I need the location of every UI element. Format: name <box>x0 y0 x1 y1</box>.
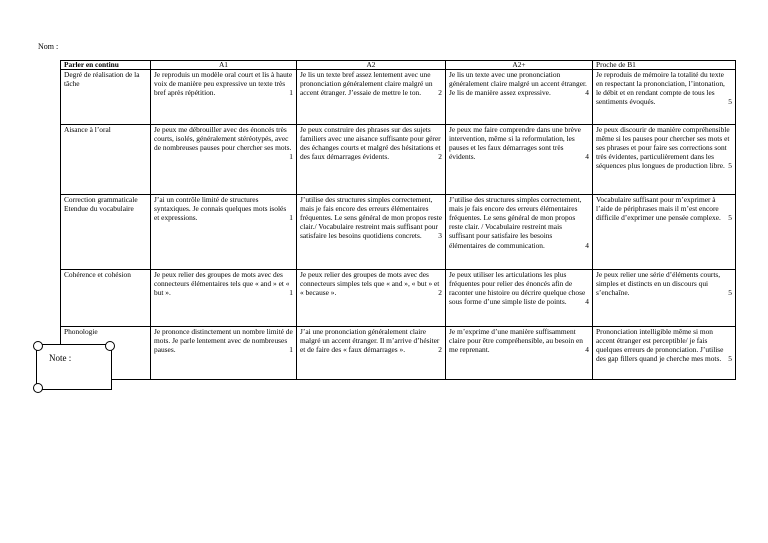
criterion-label: Aisance à l’oral <box>61 125 151 195</box>
descriptor-text: Je peux me débrouiller avec des énoncés très courts, isolés, généralement stéréotypés, avec de nombreuses pauses pour chercher ses mots. <box>154 125 292 153</box>
descriptor-text: Je prononce distinctement un nombre limité de mots. Je parle lentement avec de nombreuses pauses. <box>154 327 293 355</box>
descriptor-text: J’utilise des structures simples correctement, mais je fais encore des erreurs élémentaires fréquentes. Le sens général de mon propos reste clair. / Vocabulaire restreint mais suffisant pour satisfaire les besoins élémentaires de communication. <box>449 195 582 250</box>
scroll-curl-icon <box>105 341 115 351</box>
descriptor-cell <box>593 195 736 270</box>
descriptor-text: Je peux relier des groupes de mots avec des connecteurs élémentaires tels que « and » et « but ». <box>154 270 290 298</box>
criterion-label: Phonologie <box>61 327 151 380</box>
score-value: 5 <box>728 288 732 298</box>
descriptor-cell <box>151 327 297 380</box>
descriptor-text: Je lis un texte bref assez lentement avec une prononciation généralement claire malgré un accent étranger. J’essaie de mettre le ton. <box>300 70 433 98</box>
descriptor-cell <box>297 125 446 195</box>
score-value: 5 <box>728 213 732 223</box>
descriptor-text: Je lis un texte avec une prononciation généralement claire malgré un accent étranger. Je lis de manière assez expressive. <box>449 70 587 98</box>
header-b1: Proche de B1 <box>593 61 736 70</box>
table-row <box>61 70 736 125</box>
descriptor-cell <box>297 327 446 380</box>
descriptor-cell <box>446 327 593 380</box>
descriptor-text: Je peux discourir de manière compréhensible même si les pauses pour chercher ses mots et ses phrases et pour faire ses corrections sont très évidentes, particulièrement dans les séquences plus longues de production libre. <box>596 125 730 171</box>
note-scroll-box <box>36 344 112 390</box>
table-row <box>61 327 736 380</box>
score-value: 4 <box>585 152 589 162</box>
header-a2plus: A2+ <box>446 61 593 70</box>
score-value: 1 <box>289 152 293 162</box>
score-value: 4 <box>585 297 589 307</box>
score-value: 5 <box>728 161 732 171</box>
descriptor-text: Je peux me faire comprendre dans une brève intervention, même si la reformulation, les pauses et les faux démarrages sont très évidents. <box>449 125 581 162</box>
descriptor-cell <box>593 70 736 125</box>
score-value: 5 <box>728 97 732 107</box>
scroll-curl-icon <box>33 341 43 351</box>
score-value: 1 <box>289 88 293 98</box>
score-value: 4 <box>585 88 589 98</box>
evaluation-grid <box>60 60 736 380</box>
table-row <box>61 195 736 270</box>
score-value: 4 <box>585 240 589 250</box>
descriptor-cell <box>151 195 297 270</box>
header-row <box>61 61 736 70</box>
descriptor-cell <box>593 125 736 195</box>
criterion-label: Correction grammaticale Etendue du vocabulaire <box>61 195 151 270</box>
table-row <box>61 125 736 195</box>
header-criterion: Parler en continu <box>61 61 151 70</box>
descriptor-text: Je peux construire des phrases sur des sujets familiers avec une aisance suffisante pour gérer des échanges courts et malgré des hésitations et des faux démarrages évidents. <box>300 125 441 162</box>
descriptor-cell <box>446 270 593 327</box>
descriptor-text: Je reproduis un modèle oral court et lis à haute voix de manière peu expressive un texte très bref après répétition. <box>154 70 293 98</box>
descriptor-text: J’ai une prononciation généralement claire malgré un accent étranger. Il m’arrive d’hésiter et de faire des « faux démarrages ». <box>300 327 440 355</box>
criterion-label: Cohérence et cohésion <box>61 270 151 327</box>
criterion-label: Degré de réalisation de la tâche <box>61 70 151 125</box>
table-row <box>61 270 736 327</box>
descriptor-cell <box>297 195 446 270</box>
descriptor-cell <box>446 125 593 195</box>
descriptor-text: Je peux relier des groupes de mots avec des connecteurs simples tels que « and », « but » et « because ». <box>300 270 440 298</box>
descriptor-text: Je m’exprime d’une manière suffisamment claire pour être compréhensible, au besoin en me reprenant. <box>449 327 584 355</box>
descriptor-text: Vocabulaire suffisant pour m’exprimer à l’aide de périphrases mais il m’est encore difficile d’exprimer une pensée complexe. <box>596 195 721 223</box>
descriptor-cell <box>151 125 297 195</box>
score-value: 2 <box>438 88 442 98</box>
descriptor-cell <box>446 70 593 125</box>
score-value: 1 <box>289 213 293 223</box>
score-value: 1 <box>289 288 293 298</box>
descriptor-cell <box>593 327 736 380</box>
header-a1: A1 <box>151 61 297 70</box>
nom-label: Nom : <box>38 42 59 51</box>
score-value: 2 <box>438 288 442 298</box>
descriptor-cell <box>446 195 593 270</box>
score-value: 2 <box>438 152 442 162</box>
descriptor-text: Je peux utiliser les articulations les plus fréquentes pour relier des énoncés afin de raconter une histoire ou décrire quelque chose sous forme d’une simple liste de points. <box>449 270 586 307</box>
scroll-curl-icon <box>33 383 43 393</box>
note-label: Note : <box>49 353 72 363</box>
score-value: 4 <box>585 345 589 355</box>
score-value: 1 <box>289 345 293 355</box>
descriptor-cell <box>297 70 446 125</box>
descriptor-cell <box>151 270 297 327</box>
descriptor-text: Je reproduis de mémoire la totalité du texte en respectant la prononciation, l’intonation, le débit et en rendant compte de tous les sentiments évoqués. <box>596 70 725 107</box>
score-value: 5 <box>728 354 732 364</box>
descriptor-text: J’ai un contrôle limité de structures syntaxiques. Je connais quelques mots isolés et expressions. <box>154 195 287 223</box>
descriptor-cell <box>151 70 297 125</box>
descriptor-text: J’utilise des structures simples correctement, mais je fais encore des erreurs élémentaires fréquentes. Le sens général de mon propos reste clair./ Vocabulaire restreint mais suffisant pour satisfaire les besoins quotidiens concrets. <box>300 195 443 241</box>
descriptor-cell <box>593 270 736 327</box>
header-a2: A2 <box>297 61 446 70</box>
descriptor-text: Je peux relier une série d’éléments courts, simples et distincts en un discours qui s’enchaîne. <box>596 270 721 298</box>
score-value: 3 <box>438 231 442 241</box>
descriptor-cell <box>297 270 446 327</box>
descriptor-text: Prononciation intelligible même si mon accent étranger est perceptible/ je fais quelques erreurs de prononciation. J’utilise des gap fillers quand je cherche mes mots. <box>596 327 724 364</box>
score-value: 2 <box>438 345 442 355</box>
